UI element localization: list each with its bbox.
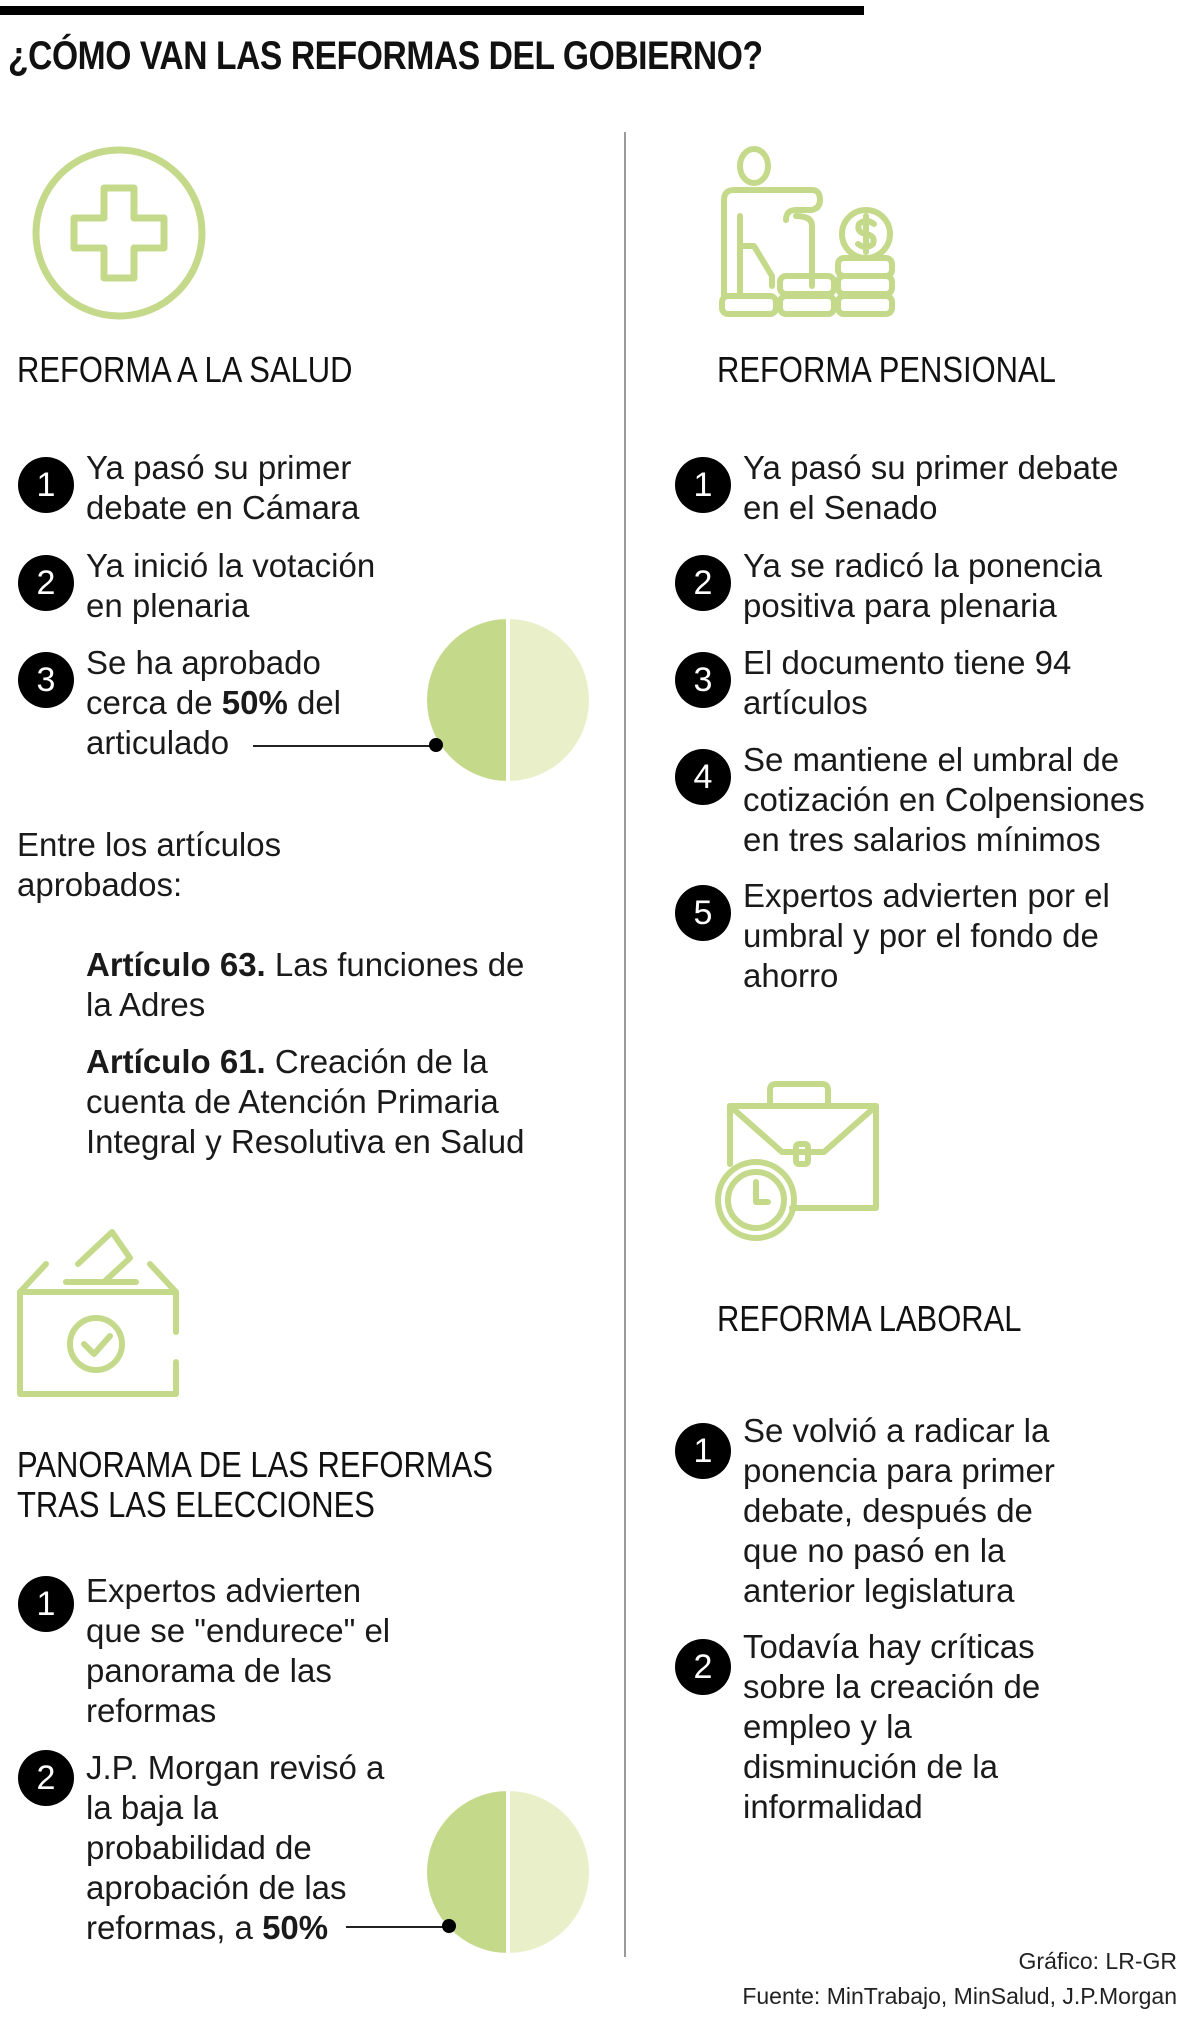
text-line: probabilidad de: [86, 1829, 312, 1866]
bold-text: 50%: [262, 1909, 329, 1946]
item-text: [743, 1627, 1040, 1827]
source-note: Fuente: MinTrabajo, MinSalud, J.P.Morgan: [742, 1983, 1177, 2009]
article-61: [86, 1042, 524, 1162]
text-line: Se mantiene el umbral de: [743, 741, 1120, 778]
item-text: [86, 1571, 390, 1731]
leader-dot: [442, 1919, 456, 1933]
number-badge: 2: [675, 1639, 731, 1695]
text-line: anterior legislatura: [743, 1572, 1015, 1609]
item-text: [86, 546, 375, 626]
bold-text: Artículo 61.: [86, 1043, 266, 1080]
text-line: aprobados:: [17, 866, 183, 903]
text-line: empleo y la: [743, 1708, 912, 1745]
approval-pie-chart: [427, 619, 589, 781]
text-line: [86, 1042, 524, 1082]
column-divider: [624, 132, 626, 1957]
text-line: Se volvió a radicar la: [743, 1412, 1050, 1449]
medical-cross-icon: [30, 144, 210, 324]
text-segment: reformas, a: [86, 1909, 263, 1946]
number-badge: 2: [18, 1750, 74, 1806]
text-line: aprobación de las: [86, 1869, 347, 1906]
item-text: [86, 448, 359, 528]
pie-remaining-half: [510, 1791, 589, 1953]
number-badge: 1: [675, 457, 731, 513]
panorama-heading: [17, 1445, 493, 1525]
text-line: Expertos advierten por el: [743, 877, 1110, 914]
text-line: Integral y Resolutiva en Salud: [86, 1123, 525, 1160]
text-line: Ya pasó su primer debate: [743, 449, 1119, 486]
number-badge: 2: [675, 555, 731, 611]
text-line: [86, 945, 524, 985]
text-line: El documento tiene 94: [743, 644, 1072, 681]
text-line: la Adres: [86, 986, 206, 1023]
text-line: panorama de las: [86, 1652, 332, 1689]
text-segment: Creación de la: [265, 1043, 488, 1080]
text-line: en plenaria: [86, 587, 250, 624]
text-line: reformas: [86, 1692, 217, 1729]
text-line: Ya se radicó la ponencia: [743, 547, 1102, 584]
number-badge: 4: [675, 749, 731, 805]
laboral-heading: REFORMA LABORAL: [717, 1298, 1022, 1339]
briefcase-clock-icon: [712, 1078, 884, 1244]
text-line: en tres salarios mínimos: [743, 821, 1101, 858]
item-text: [743, 1411, 1055, 1611]
text-line: J.P. Morgan revisó a: [86, 1749, 385, 1786]
number-badge: 5: [675, 885, 731, 941]
number-badge: 3: [675, 652, 731, 708]
item-text: [743, 740, 1145, 860]
text-line: Expertos advierten: [86, 1572, 362, 1609]
number-badge: 1: [675, 1423, 731, 1479]
text-line: Ya inició la votación: [86, 547, 376, 584]
text-line: ahorro: [743, 957, 839, 994]
text-line: cotización en Colpensiones: [743, 781, 1145, 818]
text-line: disminución de la: [743, 1748, 998, 1785]
leader-line: [346, 1926, 449, 1928]
text-line: Ya pasó su primer: [86, 449, 352, 486]
text-line: en el Senado: [743, 489, 938, 526]
top-rule: [0, 6, 864, 15]
heading-line: TRAS LAS ELECCIONES: [17, 1484, 375, 1525]
pie-approved-half: [427, 619, 506, 781]
leader-dot: [429, 738, 443, 752]
text-line: cuenta de Atención Primaria: [86, 1083, 499, 1120]
text-line: artículos: [743, 684, 868, 721]
item-text: [743, 643, 1071, 723]
text-line: Se ha aprobado: [86, 644, 321, 681]
number-badge: 1: [18, 1576, 74, 1632]
item-text: [743, 876, 1110, 996]
text-line: Entre los artículos: [17, 826, 282, 863]
person-coins-icon: [716, 146, 898, 322]
graphic-credit: Gráfico: LR-GR: [1018, 1948, 1177, 1974]
item-text: [743, 546, 1102, 626]
heading-line: PANORAMA DE LAS REFORMAS: [17, 1444, 493, 1485]
pie-probability-half: [427, 1791, 506, 1953]
text-line: debate en Cámara: [86, 489, 360, 526]
number-badge: 2: [18, 555, 74, 611]
text-segment: cerca de: [86, 684, 222, 721]
bold-text: 50%: [221, 684, 288, 721]
text-line: la baja la: [86, 1789, 219, 1826]
salud-heading: REFORMA A LA SALUD: [17, 349, 353, 390]
text-line: que se "endurece" el: [86, 1612, 391, 1649]
article-63: [86, 945, 524, 1025]
text-line: Todavía hay críticas: [743, 1628, 1035, 1665]
number-badge: 1: [18, 457, 74, 513]
text-line: sobre la creación de: [743, 1668, 1041, 1705]
text-line: que no pasó en la: [743, 1532, 1006, 1569]
pensional-heading: REFORMA PENSIONAL: [717, 349, 1056, 390]
pie-pending-half: [510, 619, 589, 781]
text-line: debate, después de: [743, 1492, 1033, 1529]
text-line: ponencia para primer: [743, 1452, 1055, 1489]
text-line: umbral y por el fondo de: [743, 917, 1099, 954]
text-line: positiva para plenaria: [743, 587, 1057, 624]
ballot-box-icon: [16, 1222, 186, 1404]
number-badge: 3: [18, 652, 74, 708]
page-title: ¿CÓMO VAN LAS REFORMAS DEL GOBIERNO?: [8, 34, 763, 78]
text-line: articulado: [86, 724, 230, 761]
bold-text: Artículo 63.: [86, 946, 266, 983]
item-text: [743, 448, 1118, 528]
articles-intro: [17, 825, 281, 905]
item-text: [86, 1748, 384, 1948]
text-line: informalidad: [743, 1788, 923, 1825]
text-segment: Las funciones de: [265, 946, 525, 983]
text-line: [86, 1908, 384, 1948]
leader-line: [253, 745, 436, 747]
text-segment: del: [287, 684, 342, 721]
text-line: [86, 683, 341, 723]
